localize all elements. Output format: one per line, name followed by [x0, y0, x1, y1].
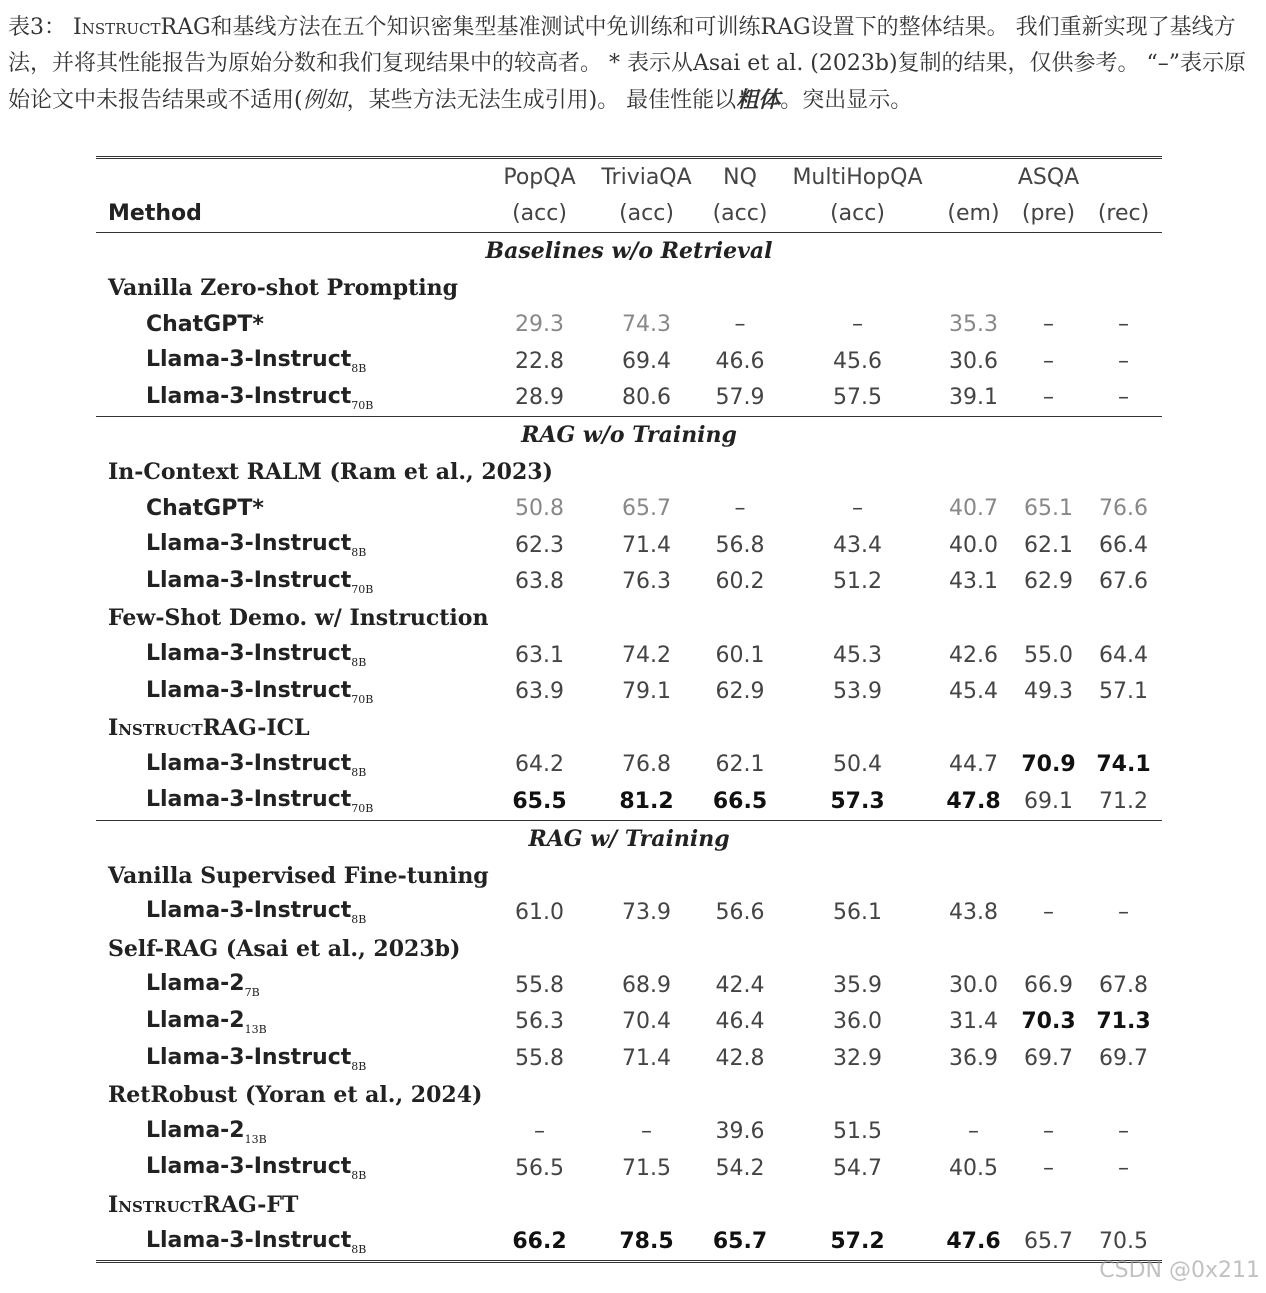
- value-cell: 22.8: [515, 348, 564, 374]
- value-cell: 60.1: [715, 642, 765, 668]
- value-cell: 66.5: [700, 783, 780, 820]
- group-title-rest: RAG-FT: [202, 1191, 299, 1218]
- value-cell: 56.5: [515, 1155, 564, 1181]
- model-name: [96, 783, 486, 820]
- model-name: [96, 637, 486, 674]
- value-cell: 69.4: [622, 348, 671, 374]
- value-cell: 53.9: [833, 679, 882, 705]
- value-cell: 42.4: [715, 972, 765, 998]
- watermark: CSDN @0x211: [1099, 1258, 1260, 1283]
- value-cell: 63.9: [515, 679, 564, 705]
- section-row: [96, 417, 1162, 454]
- value-cell: 40.0: [949, 532, 998, 558]
- value-cell: 65.5: [486, 783, 593, 820]
- value-cell: 66.9: [1024, 972, 1073, 998]
- value-cell: –: [1043, 1155, 1054, 1181]
- value-cell: 62.1: [1024, 532, 1073, 558]
- value-cell: –: [1118, 1155, 1130, 1181]
- value-cell: 55.8: [515, 972, 564, 998]
- table-row: [96, 527, 1162, 564]
- table-row: [96, 1223, 1162, 1261]
- table-row: [96, 747, 1162, 784]
- value-cell: 42.6: [949, 642, 998, 668]
- value-cell: 43.1: [949, 569, 998, 595]
- caption-end: 。突出显示。: [780, 88, 913, 113]
- value-cell: 71.4: [622, 532, 671, 558]
- value-cell: 28.9: [486, 380, 593, 417]
- table-row: [96, 637, 1162, 674]
- value-cell: 70.4: [622, 1009, 671, 1035]
- model-size: 70B: [351, 802, 374, 816]
- value-cell: –: [1043, 1119, 1054, 1145]
- model-label: Llama-3-Instruct: [146, 1044, 352, 1070]
- model-label: Llama-3-Instruct: [146, 641, 352, 667]
- group-row: [96, 930, 1162, 967]
- value-cell: –: [852, 496, 863, 522]
- value-cell: 39.1: [935, 380, 1012, 417]
- model-name: [96, 1004, 486, 1041]
- header-multihopqa: MultiHopQA: [792, 164, 923, 190]
- metric-cell: (acc): [486, 196, 593, 233]
- value-cell: 69.7: [1024, 1046, 1073, 1072]
- value-cell: 50.4: [833, 752, 882, 778]
- value-cell: 69.1: [1012, 783, 1085, 820]
- value-cell: 43.4: [833, 532, 882, 558]
- value-cell: 67.8: [1099, 972, 1148, 998]
- model-name: [96, 1223, 486, 1261]
- value-cell: 57.2: [780, 1223, 935, 1261]
- caption-title: RAG和基线方法在五个知识密集型基准测试中免训练和可训练RAG设置下的整体结果。 我们重新实现了基线方法，并将其性能报告为原始分数和我们复现结果中的较高者。 * 表示从Asai et al. (2023b)复制的结果，仅供参考。 “–”表示原始论文中未报告结果或不适用(: [8, 15, 1247, 113]
- model-label: Llama-3-Instruct: [146, 898, 352, 924]
- model-name: [96, 490, 486, 527]
- table-row: [96, 490, 1162, 527]
- group-title: Vanilla Supervised Fine-tuning: [108, 862, 489, 889]
- value-cell: 70.9: [1021, 752, 1076, 778]
- model-label: Llama-3-Instruct: [146, 531, 352, 557]
- model-label: Llama-3-Instruct: [146, 1154, 352, 1180]
- model-name: [96, 673, 486, 710]
- model-size: 8B: [351, 1059, 367, 1073]
- model-label: ChatGPT*: [146, 312, 264, 338]
- model-name: [96, 380, 486, 417]
- model-label: Llama-3-Instruct: [146, 750, 352, 776]
- value-cell: 56.3: [515, 1009, 564, 1035]
- value-cell: 54.7: [833, 1155, 882, 1181]
- value-cell: 70.3: [1021, 1009, 1076, 1035]
- table-row: [96, 967, 1162, 1004]
- value-cell: –: [1118, 899, 1130, 925]
- group-row: [96, 454, 1162, 491]
- model-size: 13B: [244, 1132, 267, 1146]
- value-cell: 62.9: [715, 679, 765, 705]
- section-title: Baselines w/o Retrieval: [485, 238, 773, 265]
- value-cell: 30.6: [949, 348, 998, 374]
- value-cell: –: [1118, 1119, 1130, 1145]
- group-title: In-Context RALM (Ram et al., 2023): [108, 459, 553, 486]
- metric-cell: (pre): [1012, 196, 1085, 233]
- table-row: [96, 1150, 1162, 1187]
- section-title: RAG w/o Training: [521, 422, 737, 449]
- value-cell: 54.2: [715, 1155, 765, 1181]
- value-cell: –: [1118, 348, 1130, 374]
- caption-mid: ，某些方法无法生成引用)。 最佳性能以: [346, 88, 737, 113]
- value-cell: 57.3: [780, 783, 935, 820]
- value-cell: 69.7: [1099, 1046, 1148, 1072]
- value-cell: 65.7: [622, 496, 671, 522]
- value-cell: 31.4: [949, 1009, 998, 1035]
- model-name: [96, 564, 486, 601]
- value-cell: 62.1: [715, 752, 765, 778]
- group-row: [96, 710, 1162, 747]
- model-label: Llama-3-Instruct: [146, 787, 352, 813]
- value-cell: 81.2: [593, 783, 700, 820]
- model-label: Llama-2: [146, 1007, 245, 1033]
- value-cell: 43.8: [949, 899, 998, 925]
- value-cell: –: [1085, 380, 1162, 417]
- results-table: [96, 156, 1162, 1263]
- value-cell: 60.2: [715, 569, 765, 595]
- model-size: 8B: [351, 362, 367, 376]
- value-cell: –: [1043, 899, 1054, 925]
- caption-label: 表3：: [8, 15, 66, 40]
- section-row: [96, 233, 1162, 270]
- value-cell: 45.3: [833, 642, 882, 668]
- value-cell: 73.9: [622, 899, 671, 925]
- header-method: Method: [96, 196, 486, 233]
- model-size: 8B: [351, 546, 367, 560]
- group-title-smallcaps: Instruct: [108, 1191, 203, 1218]
- model-size: 70B: [351, 398, 374, 412]
- table-row: [96, 380, 1162, 417]
- value-cell: 71.3: [1096, 1009, 1151, 1035]
- value-cell: –: [534, 1119, 545, 1145]
- group-row: [96, 857, 1162, 894]
- model-size: 7B: [244, 986, 260, 1000]
- model-name: [96, 1150, 486, 1187]
- value-cell: 47.8: [935, 783, 1012, 820]
- group-row: [96, 1077, 1162, 1114]
- value-cell: 45.4: [949, 679, 998, 705]
- value-cell: 56.6: [715, 899, 765, 925]
- group-row: [96, 270, 1162, 307]
- group-title: [96, 1187, 1162, 1224]
- value-cell: 65.7: [700, 1223, 780, 1261]
- value-cell: 76.3: [622, 569, 671, 595]
- group-title: [96, 710, 1162, 747]
- model-label: Llama-3-Instruct: [146, 1227, 352, 1253]
- header-nq: NQ: [723, 164, 757, 190]
- model-name: [96, 894, 486, 931]
- model-name: [96, 747, 486, 784]
- value-cell: 46.4: [715, 1009, 765, 1035]
- value-cell: –: [1043, 348, 1054, 374]
- group-title: Few-Shot Demo. w/ Instruction: [108, 605, 489, 632]
- value-cell: 55.8: [515, 1046, 564, 1072]
- value-cell: 74.1: [1096, 752, 1151, 778]
- value-cell: –: [1043, 312, 1054, 338]
- value-cell: 67.6: [1099, 569, 1148, 595]
- model-size: 8B: [351, 1242, 367, 1256]
- metric-cell: (acc): [700, 196, 780, 233]
- value-cell: 66.4: [1099, 532, 1148, 558]
- value-cell: 35.9: [833, 972, 882, 998]
- value-cell: 74.2: [622, 642, 671, 668]
- value-cell: 39.6: [715, 1119, 765, 1145]
- table-caption: [8, 10, 1258, 119]
- metric-cell: (acc): [780, 196, 935, 233]
- model-name: [96, 527, 486, 564]
- value-cell: –: [968, 1119, 979, 1145]
- caption-title-smallcaps: Instruct: [73, 15, 161, 40]
- model-name: [96, 306, 486, 343]
- value-cell: –: [852, 312, 863, 338]
- value-cell: 36.9: [949, 1046, 998, 1072]
- value-cell: 74.3: [622, 312, 671, 338]
- value-cell: 40.5: [949, 1155, 998, 1181]
- table-row: [96, 673, 1162, 710]
- value-cell: 66.2: [486, 1223, 593, 1261]
- table-row: [96, 564, 1162, 601]
- model-size: 8B: [351, 765, 367, 779]
- header-asqa: ASQA: [1017, 164, 1080, 190]
- value-cell: 62.3: [515, 532, 564, 558]
- value-cell: 70.5: [1085, 1223, 1162, 1261]
- section-title: RAG w/ Training: [528, 825, 730, 852]
- group-title-smallcaps: Instruct: [108, 715, 203, 742]
- model-label: Llama-3-Instruct: [146, 383, 352, 409]
- model-name: [96, 967, 486, 1004]
- value-cell: 55.0: [1024, 642, 1073, 668]
- group-title-rest: RAG-ICL: [202, 715, 310, 742]
- table-row: [96, 1113, 1162, 1150]
- model-label: Llama-3-Instruct: [146, 567, 352, 593]
- model-size: 70B: [351, 692, 374, 706]
- header-popqa: PopQA: [503, 164, 576, 190]
- model-size: 70B: [351, 582, 374, 596]
- value-cell: 76.8: [622, 752, 671, 778]
- value-cell: 46.6: [715, 348, 765, 374]
- caption-eg: 例如: [302, 88, 347, 113]
- caption-bold-word: 粗体: [736, 87, 781, 113]
- value-cell: 71.2: [1085, 783, 1162, 820]
- value-cell: 78.5: [593, 1223, 700, 1261]
- model-label: Llama-3-Instruct: [146, 677, 352, 703]
- value-cell: 51.5: [833, 1119, 882, 1145]
- value-cell: 65.1: [1024, 496, 1073, 522]
- value-cell: 57.5: [780, 380, 935, 417]
- value-cell: –: [734, 496, 746, 522]
- value-cell: 35.3: [949, 312, 998, 338]
- value-cell: 44.7: [949, 752, 998, 778]
- model-name: [96, 1113, 486, 1150]
- value-cell: 32.9: [833, 1046, 882, 1072]
- value-cell: 47.6: [935, 1223, 1012, 1261]
- group-row: [96, 600, 1162, 637]
- value-cell: 68.9: [622, 972, 671, 998]
- group-title: Self-RAG (Asai et al., 2023b): [108, 935, 461, 962]
- header-row-metrics: [96, 196, 1162, 233]
- group-title: Vanilla Zero-shot Prompting: [108, 275, 458, 302]
- model-name: [96, 1040, 486, 1077]
- value-cell: 63.8: [515, 569, 564, 595]
- metric-cell: (acc): [593, 196, 700, 233]
- value-cell: 56.8: [715, 532, 765, 558]
- value-cell: –: [734, 312, 746, 338]
- model-label: ChatGPT*: [146, 496, 264, 522]
- value-cell: 49.3: [1024, 679, 1073, 705]
- table-row: [96, 783, 1162, 820]
- metric-cell: (rec): [1085, 196, 1162, 233]
- value-cell: 79.1: [622, 679, 671, 705]
- value-cell: 71.5: [622, 1155, 671, 1181]
- value-cell: 61.0: [515, 899, 564, 925]
- value-cell: 56.1: [833, 899, 882, 925]
- header-row-datasets: [96, 158, 1162, 196]
- model-label: Llama-2: [146, 971, 245, 997]
- group-row: [96, 1187, 1162, 1224]
- value-cell: 29.3: [515, 312, 564, 338]
- table-row: [96, 1040, 1162, 1077]
- header-triviaqa: TriviaQA: [601, 164, 692, 190]
- model-size: 8B: [351, 913, 367, 927]
- value-cell: 64.2: [515, 752, 564, 778]
- value-cell: 51.2: [833, 569, 882, 595]
- value-cell: 71.4: [622, 1046, 671, 1072]
- value-cell: 63.1: [515, 642, 564, 668]
- model-name: [96, 343, 486, 380]
- value-cell: –: [1118, 312, 1130, 338]
- value-cell: 62.9: [1024, 569, 1073, 595]
- table-row: [96, 1004, 1162, 1041]
- model-size: 13B: [244, 1022, 267, 1036]
- table-row: [96, 343, 1162, 380]
- value-cell: –: [641, 1119, 652, 1145]
- value-cell: 65.7: [1012, 1223, 1085, 1261]
- value-cell: 76.6: [1099, 496, 1148, 522]
- value-cell: 57.1: [1099, 679, 1148, 705]
- model-label: Llama-3-Instruct: [146, 347, 352, 373]
- value-cell: 45.6: [833, 348, 882, 374]
- metric-cell: (em): [935, 196, 1012, 233]
- value-cell: 50.8: [515, 496, 564, 522]
- model-size: 8B: [351, 656, 367, 670]
- table-row: [96, 306, 1162, 343]
- table-row: [96, 894, 1162, 931]
- group-title: RetRobust (Yoran et al., 2024): [108, 1082, 483, 1109]
- value-cell: 64.4: [1099, 642, 1148, 668]
- value-cell: 42.8: [715, 1046, 765, 1072]
- value-cell: 40.7: [949, 496, 998, 522]
- value-cell: 57.9: [700, 380, 780, 417]
- value-cell: 36.0: [833, 1009, 882, 1035]
- value-cell: 80.6: [593, 380, 700, 417]
- value-cell: –: [1012, 380, 1085, 417]
- model-label: Llama-2: [146, 1117, 245, 1143]
- section-row: [96, 820, 1162, 857]
- value-cell: 30.0: [949, 972, 998, 998]
- model-size: 8B: [351, 1169, 367, 1183]
